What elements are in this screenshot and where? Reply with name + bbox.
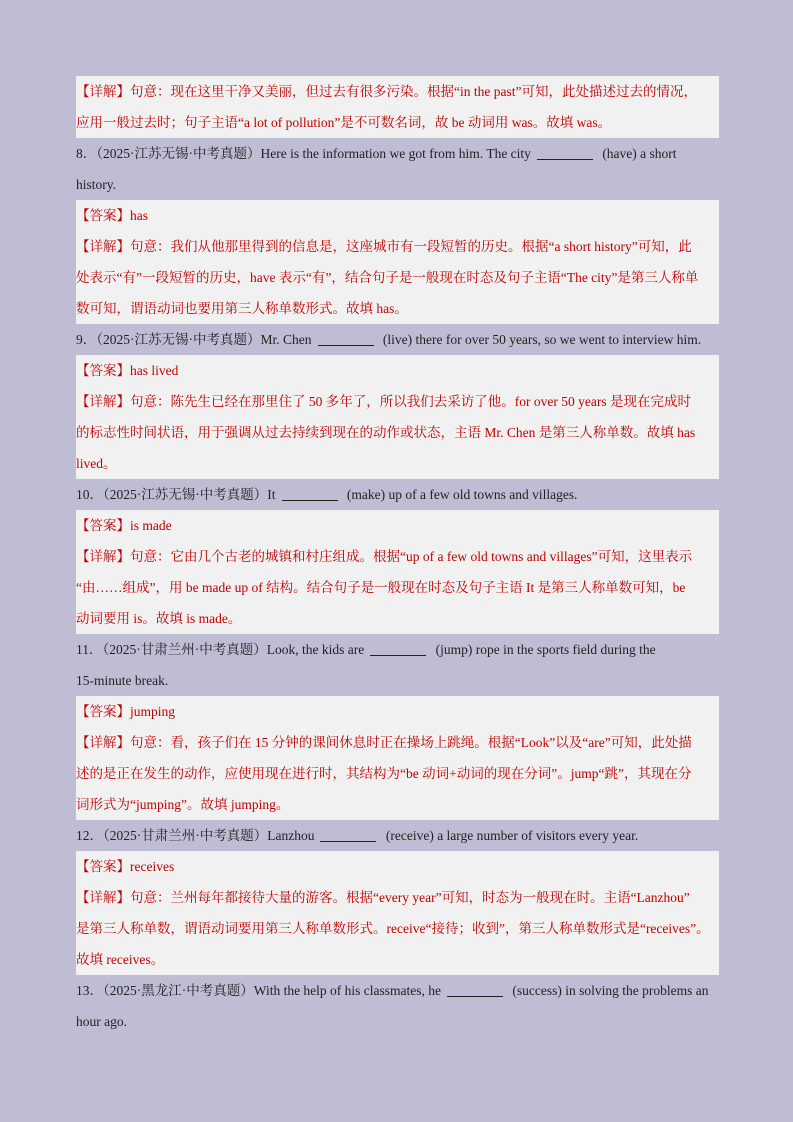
answer-blank[interactable] (370, 641, 426, 656)
answer-line: 【答案】has lived (76, 363, 179, 378)
explanation-line: 述的是正在发生的动作，应使用现在进行时，其结构为“be 动词+动词的现在分词”。jump“跳”，其现在分 (76, 766, 692, 781)
explanation-line: 【详解】句意：看，孩子们在 15 分钟的课间休息时正在操场上跳绳。根据“Look”以及“are”可知，此处描 (76, 735, 692, 750)
question-block (76, 634, 719, 820)
answer-box (76, 510, 719, 634)
question-text: 12．（2025·甘肃兰州·中考真题）Lanzhou (76, 828, 315, 843)
explanation-line: 词形式为“jumping”。故填 jumping。 (76, 797, 290, 812)
answer-blank[interactable] (318, 331, 374, 346)
answer-blank[interactable] (282, 486, 338, 501)
question-text: 8．（2025·江苏无锡·中考真题）Here is the information we got from him. The city (76, 146, 531, 161)
explanation-line: 应用一般过去时；句子主语“a lot of pollution”是不可数名词，故 be 动词用 was。故填 was。 (76, 115, 612, 130)
answer-blank[interactable] (537, 145, 593, 160)
explanation-line: 数可知，谓语动词也要用第三人称单数形式。故填 has。 (76, 301, 408, 316)
question-line (76, 138, 719, 169)
question-text: 11．（2025·甘肃兰州·中考真题）Look, the kids are (76, 642, 365, 657)
explanation-line: 【详解】句意：现在这里干净又美丽，但过去有很多污染。根据“in the past”可知，此处描述过去的情况， (76, 84, 697, 99)
question-block (76, 324, 719, 479)
answer-box (76, 200, 719, 324)
question-text: hour ago. (76, 1014, 127, 1029)
question-line (76, 665, 719, 696)
question-block (76, 820, 719, 975)
question-text: (jump) rope in the sports field during the (432, 642, 656, 657)
answer-blank[interactable] (447, 982, 503, 997)
explanation-line: 处表示“有”一段短暂的历史，have 表示“有”，结合句子是一般现在时态及句子主语“The city”是第三人称单 (76, 270, 699, 285)
answer-box (76, 355, 719, 479)
question-text: 10．（2025·江苏无锡·中考真题）It (76, 487, 276, 502)
answer-box (76, 696, 719, 820)
answer-box (76, 851, 719, 975)
question-text: 15-minute break. (76, 673, 169, 688)
explanation-line: 是第三人称单数，谓语动词要用第三人称单数形式。receive“接待；收到”，第三人称单数形式是“receives”。 (76, 921, 710, 936)
answer-blank[interactable] (320, 827, 376, 842)
explanation-line: 故填 receives。 (76, 952, 165, 967)
question-text: history. (76, 177, 116, 192)
explanation-line: 【详解】句意：我们从他那里得到的信息是，这座城市有一段短暂的历史。根据“a short history”可知，此 (76, 239, 692, 254)
question-line (76, 634, 719, 665)
question-text: (live) there for over 50 years, so we went to interview him. (379, 332, 702, 347)
question-line (76, 479, 719, 510)
question-text: (success) in solving the problems an (509, 983, 709, 998)
explanation-line: 【详解】句意：兰州每年都接待大量的游客。根据“every year”可知，时态为一般现在时。主语“Lanzhou” (76, 890, 690, 905)
explanation-line: 动词要用 is。故填 is made。 (76, 611, 242, 626)
answer-line: 【答案】receives (76, 859, 175, 874)
explanation-line: 【详解】句意：陈先生已经在那里住了 50 多年了，所以我们去采访了他。for over 50 years 是现在完成时 (76, 394, 691, 409)
question-text: (receive) a large number of visitors every year. (382, 828, 639, 843)
explanation-line: 【详解】句意：它由几个古老的城镇和村庄组成。根据“up of a few old towns and villages”可知，这里表示 (76, 549, 693, 564)
content-area (76, 76, 719, 1037)
question-line (76, 820, 719, 851)
question-line (76, 169, 719, 200)
question-block (76, 975, 719, 1037)
question-line (76, 1006, 719, 1037)
explanation-line: 的标志性时间状语，用于强调从过去持续到现在的动作或状态，主语 Mr. Chen 是第三人称单数。故填 has (76, 425, 696, 440)
explanation-line: lived。 (76, 456, 117, 471)
explanation-box-top (76, 76, 719, 138)
answer-line: 【答案】is made (76, 518, 172, 533)
question-text: 9．（2025·江苏无锡·中考真题）Mr. Chen (76, 332, 312, 347)
answer-line: 【答案】jumping (76, 704, 176, 719)
question-text: 13．（2025·黑龙江·中考真题）With the help of his classmates, he (76, 983, 442, 998)
question-block (76, 479, 719, 634)
question-block (76, 138, 719, 324)
answer-line: 【答案】has (76, 208, 148, 223)
question-list (76, 138, 719, 1037)
question-line (76, 324, 719, 355)
question-text: (make) up of a few old towns and villages. (343, 487, 578, 502)
explanation-line: “由……组成”，用 be made up of 结构。结合句子是一般现在时态及句子主语 It 是第三人称单数可知，be (76, 580, 686, 595)
question-line (76, 975, 719, 1006)
question-text: (have) a short (598, 146, 677, 161)
